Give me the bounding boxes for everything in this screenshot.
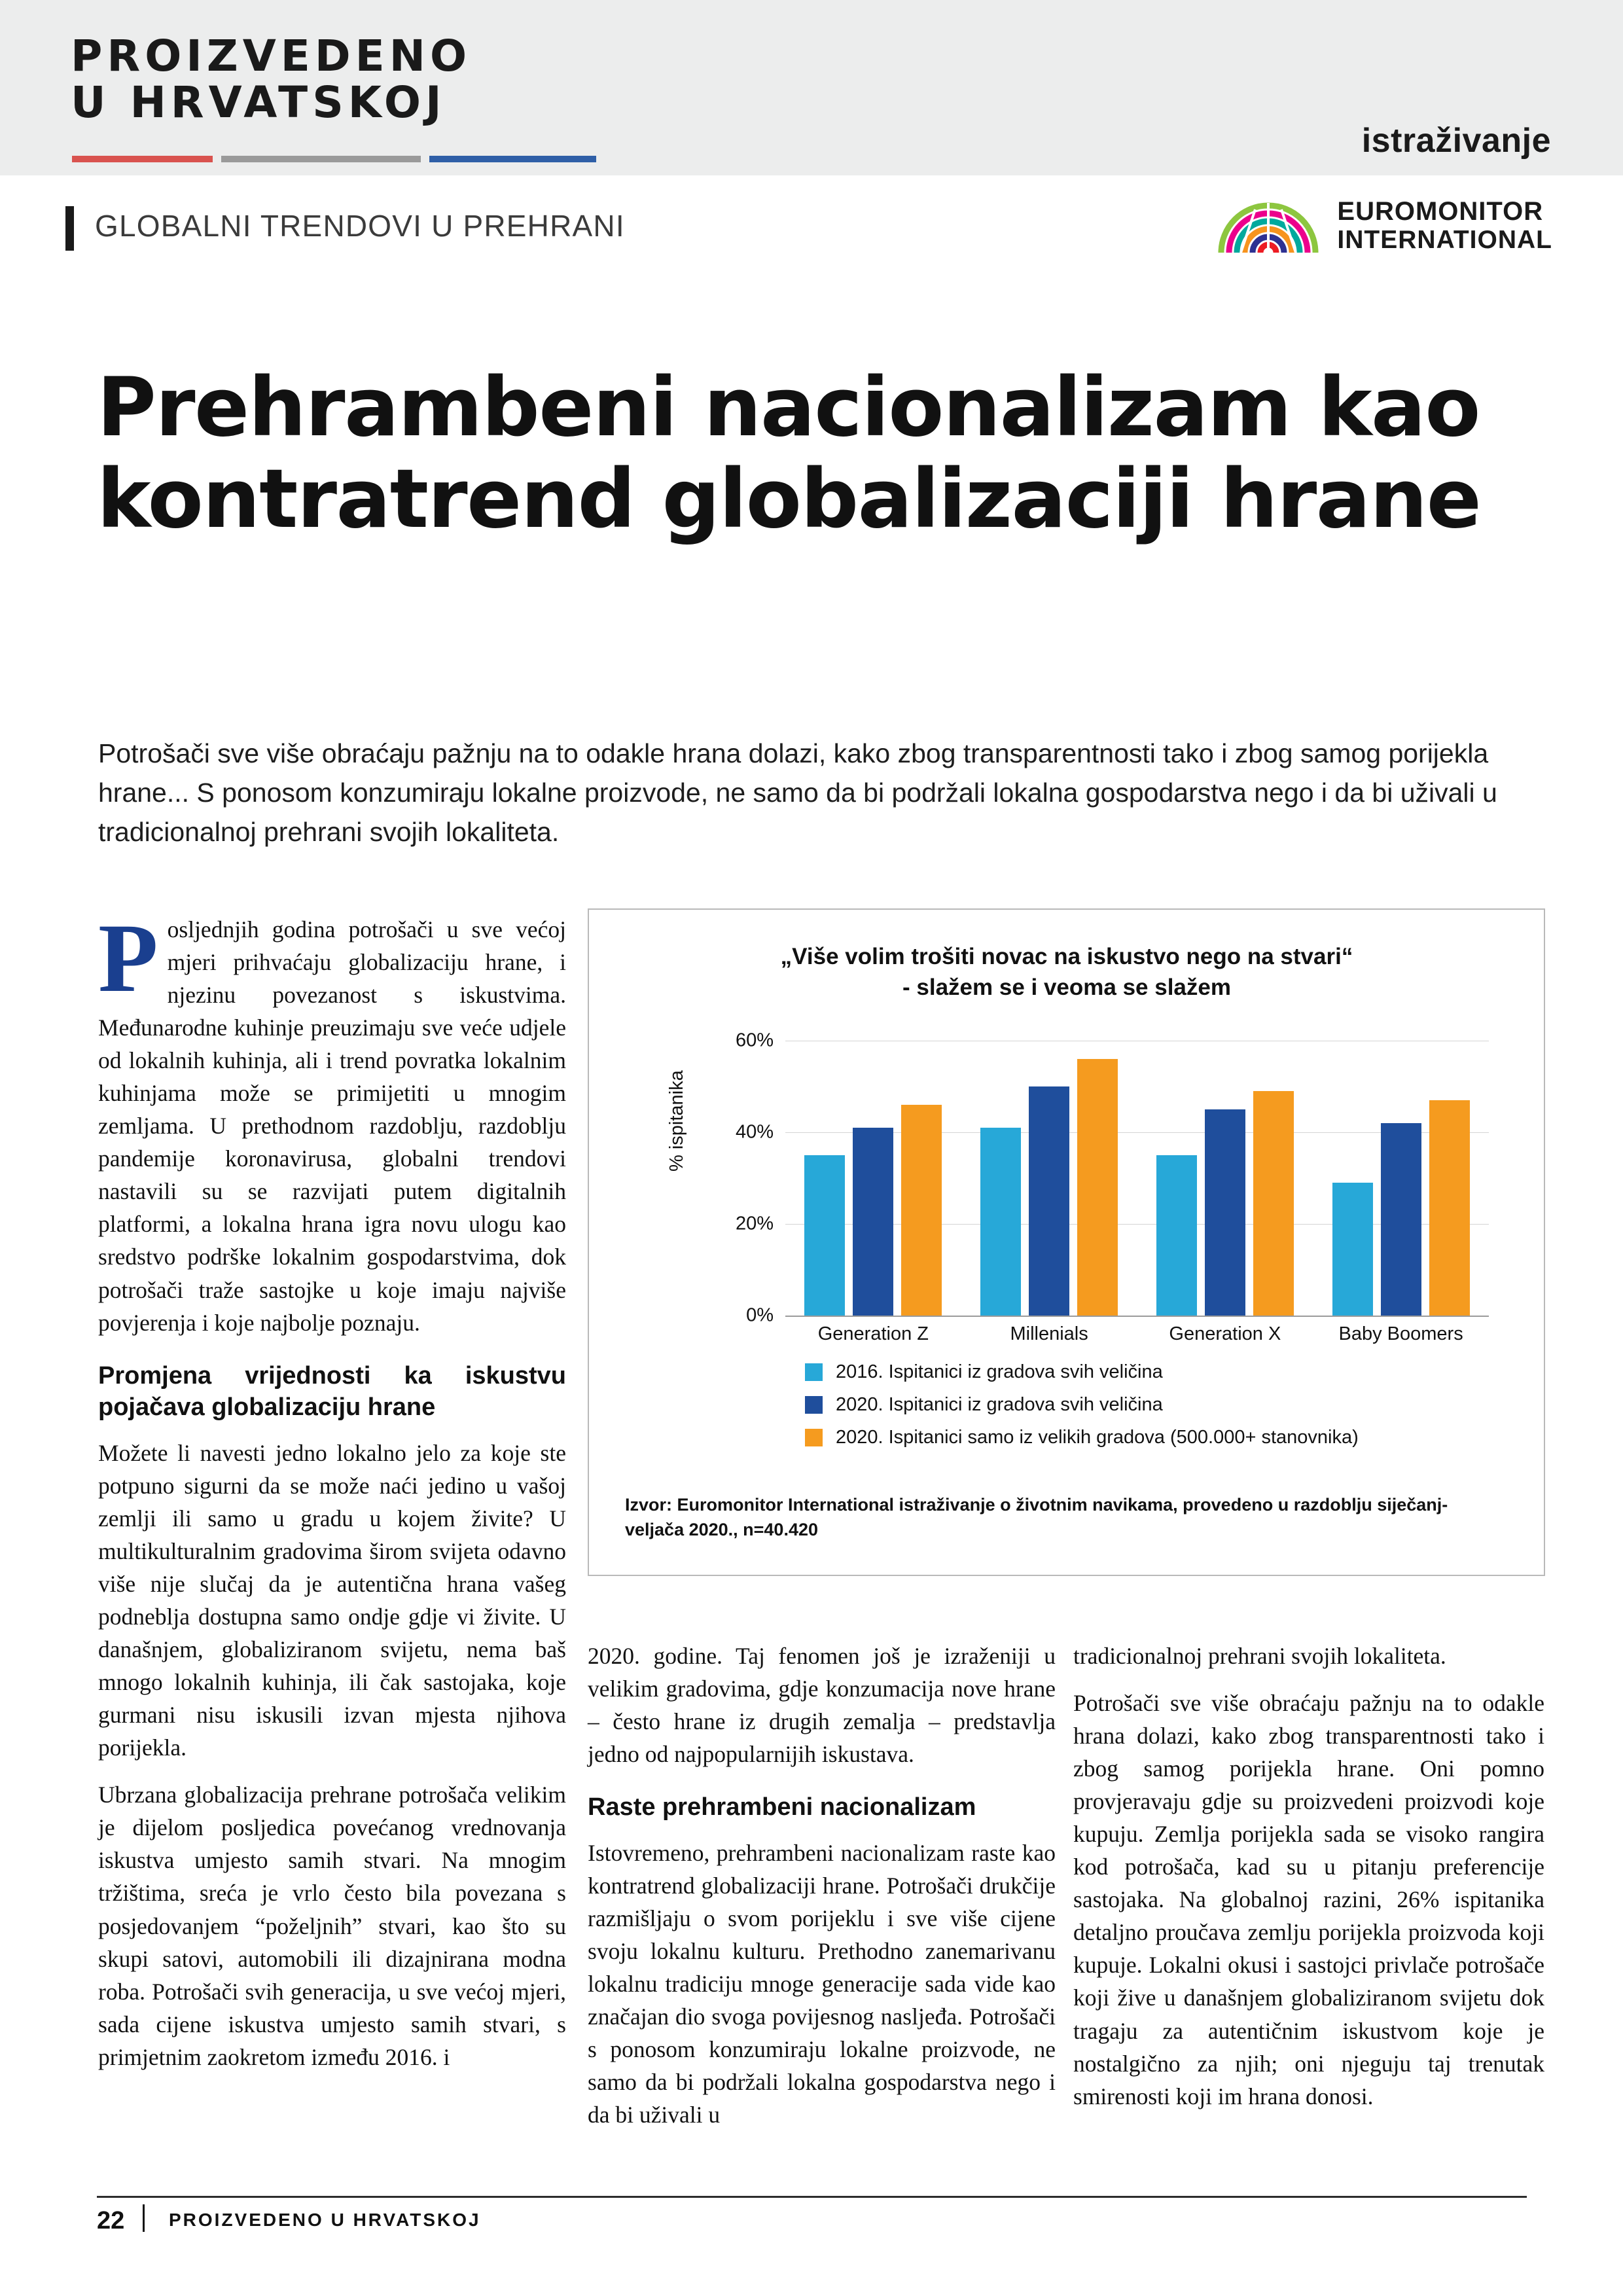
paragraph: Potrošači sve više obraćaju pažnju na to odakle hrana dolazi, kako zbog transparentnosti tako i zbog samog porijekla hrane. Oni pomno provjeravaju gdje su proizvedeni proizvodi koje kupuju. Zemlja porijekla sada se visoko rangira kod potrošača, kad su u pitanju preferencije sastojaka. Na globalnoj razini, 26% ispitanika detaljno proučava zemlju porijekla proizvoda koji kupuje. Lokalni okusi i sastojci privlače potrošače koji žive u današnjem globaliziranom svijetu dok tragaju za autentičnim iskustvom koje je nostalgično za njih; oni njeguju taj trenutak smirenosti koji im hrana donosi.: [1073, 1690, 1544, 2109]
page-title: Prehrambeni nacionalizam kao kontratrend globalizaciji hrane: [97, 361, 1481, 547]
euromonitor-sub: INTERNATIONAL: [1337, 225, 1552, 254]
chart-bar: [1156, 1155, 1197, 1316]
chart-plot-area: [735, 1030, 1489, 1344]
paragraph: Ubrzana globalizacija prehrane potrošača velikim je dijelom posljedica povećanog vrednovanja iskustva umjesto samih stvari. Na mnogim tržištima, sreća je vrlo često bila povezana s posjedovanjem “poželjnih” stvari, kao što su skupi satovi, automobili ili dizajnirana modna roba. Potrošači svih generacija, u sve većoj mjeri, sada cijene iskustva umjesto samih stvari, s primjetnim zaokretom između 2016. i: [98, 1782, 566, 2070]
euromonitor-arc-icon: [1215, 198, 1323, 254]
chart-bar: [1429, 1100, 1470, 1316]
paragraph-text: osljednjih godina potrošači u sve većoj mjeri prihvaćaju globalizaciju hrane, i njezinu povezanost s iskustvima. Međunarodne kuhinje preuzimaju sve veće udjele od lokalnih kuhinja, ali i trend povratka lokalnim kuhinjama može se primijetiti u mnogim zemljama. U prethodnom razdoblju, razdoblju pandemije koronavirusa, globalni trendovi nastavili su se razvijati putem digitalnih platformi, a lokalna hrana igra novu ulogu kao sredstvo podrške lokalnim gospodarstvima, dok potrošači traže sastojke u koje imaju najviše povjerenja i koje najbolje poznaju.: [98, 916, 566, 1336]
footer-publication: PROIZVEDENO U HRVATSKOJ: [169, 2210, 481, 2230]
body-column-1: [98, 904, 566, 2088]
chart-legend-swatch: [805, 1363, 823, 1381]
chart-bar: [1253, 1091, 1294, 1316]
masthead-logo: [71, 33, 568, 126]
body-column-3: [1073, 1640, 1544, 2127]
chart-bar: [1381, 1123, 1421, 1316]
rule-gray: [221, 156, 421, 162]
page-number: 22: [97, 2207, 125, 2234]
chart-legend-label: 2020. Ispitanici samo iz velikih gradova (500.000+ stanovnika): [836, 1427, 1359, 1448]
euromonitor-name: EUROMONITOR: [1337, 197, 1544, 226]
standfirst: Potrošači sve više obraćaju pažnju na to odakle hrana dolazi, kako zbog transparentnosti tako i zbog samog porijekla hrane... S ponosom konzumiraju lokalne proizvode, ne samo da bi podržali lokalna gospodarstva nego i da bi uživali u tradicionalnoj prehrani svojih lokaliteta.: [98, 738, 1497, 847]
chart-y-tick-label: 20%: [735, 1213, 774, 1234]
paragraph: [98, 904, 566, 1339]
chart-y-tick-label: 40%: [735, 1121, 774, 1143]
chart-legend: [805, 1361, 1359, 1460]
chart-bar: [1029, 1086, 1069, 1316]
chart-legend-item: [805, 1361, 1359, 1383]
chart-x-tick-label: Generation Z: [817, 1323, 929, 1344]
chart-bar: [804, 1155, 845, 1316]
rule-blue: [429, 156, 596, 162]
paragraph: 2020. godine. Taj fenomen još je izraženiji u velikim gradovima, gdje konzumacija nove hrane – često hrane iz drugih zemalja – predstavlja jedno od najpopularnijih iskustava.: [588, 1643, 1056, 1768]
kicker-accent-bar: [65, 206, 74, 251]
chart-title-line-1: „Više volim trošiti novac na iskustvo nego na stvari“: [780, 944, 1353, 969]
logo-line-1: PROIZVEDENO: [71, 31, 472, 81]
chart-x-tick-label: Millenials: [1010, 1323, 1088, 1344]
chart-legend-label: 2020. Ispitanici iz gradova svih veličina: [836, 1394, 1163, 1415]
chart-bar: [901, 1105, 942, 1316]
chart-legend-label: 2016. Ispitanici iz gradova svih veličina: [836, 1361, 1163, 1382]
logo-line-2: U HRVATSKOJ: [71, 77, 446, 128]
chart-legend-swatch: [805, 1396, 823, 1414]
chart-y-tick-label: 60%: [735, 1030, 774, 1051]
section-label: istraživanje: [1361, 122, 1551, 160]
euromonitor-logo: [1215, 198, 1552, 254]
chart-title-line-2: - slažem se i veoma se slažem: [902, 975, 1231, 1001]
chart-y-axis-label: % ispitanika: [666, 1070, 687, 1172]
chart-bar: [1077, 1059, 1118, 1316]
chart-container: [588, 908, 1545, 1576]
chart-bar: [853, 1128, 893, 1316]
chart-bar: [1205, 1109, 1245, 1316]
chart-bar: [980, 1128, 1021, 1316]
paragraph: tradicionalnoj prehrani svojih lokaliteta.: [1073, 1643, 1446, 1669]
kicker-row: [0, 196, 1623, 275]
logo-flag-rules: [72, 156, 543, 162]
paragraph: Možete li navesti jedno lokalno jelo za koje ste potpuno sigurni da se može naći jedino u vašoj zemlji ili samo u gradu u kojem živite? U multikulturalnim gradovima širom svijeta odavno više nije slučaj da je autentična hrana vašeg podneblja dostupna samo ondje gdje vi živite. U današnjem, globaliziranom svijetu, nema baš mnogo lokalnih kuhinja, ili čak sastojaka, koje gurmani nisu iskusili izvan mjesta njihova porijekla.: [98, 1439, 566, 1761]
footer-separator: [143, 2204, 145, 2232]
body-column-2: [588, 1640, 1056, 2145]
paragraph: Istovremeno, prehrambeni nacionalizam raste kao kontratrend globalizaciji hrane. Potrošači drukčije razmišljaju o svom porijeklu i sve više cijene svoju lokalnu kulturu. Prethodno zanemarivanu lokalnu tradiciju mnoge generacije sada vide kao značajan dio svoga povijesnog nasljeđa. Potrošači s ponosom konzumiraju lokalne proizvode, ne samo da bi podržali lokalna gospodarstva nego i da bi uživali u: [588, 1839, 1056, 2128]
chart-title: [628, 941, 1505, 1003]
chart-gridline: [785, 1316, 1489, 1317]
subheading: Promjena vrijednosti ka iskustvu pojačava globalizaciju hrane: [98, 1361, 566, 1422]
chart-source-note: Izvor: Euromonitor International istraživanje o životnim navikama, provedeno u razdoblju siječanj-veljača 2020., n=40.420: [625, 1495, 1448, 1540]
chart-y-tick-label: 0%: [746, 1304, 774, 1326]
rule-red: [72, 156, 213, 162]
subheading: Raste prehrambeni nacionalizam: [588, 1793, 976, 1821]
footer-rule: [97, 2196, 1527, 2198]
chart-legend-item: [805, 1394, 1359, 1416]
chart-bar: [1332, 1183, 1373, 1316]
chart-legend-swatch: [805, 1429, 823, 1446]
chart-x-tick-label: Generation X: [1169, 1323, 1281, 1344]
kicker-label: GLOBALNI TRENDOVI U PREHRANI: [95, 209, 625, 243]
chart-x-tick-label: Baby Boomers: [1338, 1323, 1463, 1344]
drop-cap: P: [98, 904, 158, 1013]
chart-legend-item: [805, 1427, 1359, 1448]
